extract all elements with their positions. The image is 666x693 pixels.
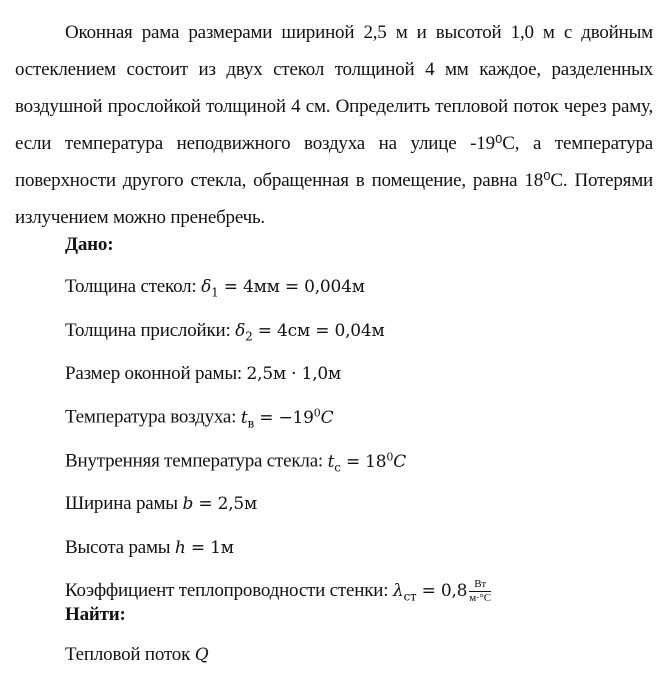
given-conductivity: Коэффициент теплопроводности стенки: $\lambda_{ст} = 0,8$ $\frac{Вт}{м\cdot^\circ С}$ [65,578,491,604]
given-air-temperature: Температура воздуха: $t_в = -19^0C$ [65,406,334,431]
find-heading: Найти: [65,604,126,625]
given-frame-size: Размер оконной рамы: 2,5м · 1,0м [65,363,342,384]
given-glass-temperature: Внутренняя температура стекла: $t_с = 18^0C$ [65,450,407,475]
given-glass-thickness: Толщина стекол: $\delta_1 = 4мм = 0,004м$ [65,276,365,300]
given-frame-height: Высота рамы h = 1м [65,537,234,558]
find-item: Тепловой поток Q [65,644,209,665]
given-heading: Дано: [65,234,114,255]
given-frame-width: Ширина рамы b = 2,5м [65,493,258,514]
problem-statement: Оконная рама размерами шириной 2,5 м и высотой 1,0 м с двойным остеклением состоит из двух стекол толщиной 4 мм каждое, разделенных воздушной прослойкой толщиной 4 см. Определить тепловой поток через раму, если температура неподвижного воздуха на улице -19⁰С, а температура поверхности другого стекла, обращенная в помещение, равна 18⁰С. Потерями излучением можно пренебречь. [15,22,653,228]
unit-fraction: $\frac{Вт}{м\cdot^\circ С}$ [469,578,491,604]
given-layer-thickness: Толщина прислойки: $\delta_2 = 4см = 0,04м$ [65,320,385,344]
